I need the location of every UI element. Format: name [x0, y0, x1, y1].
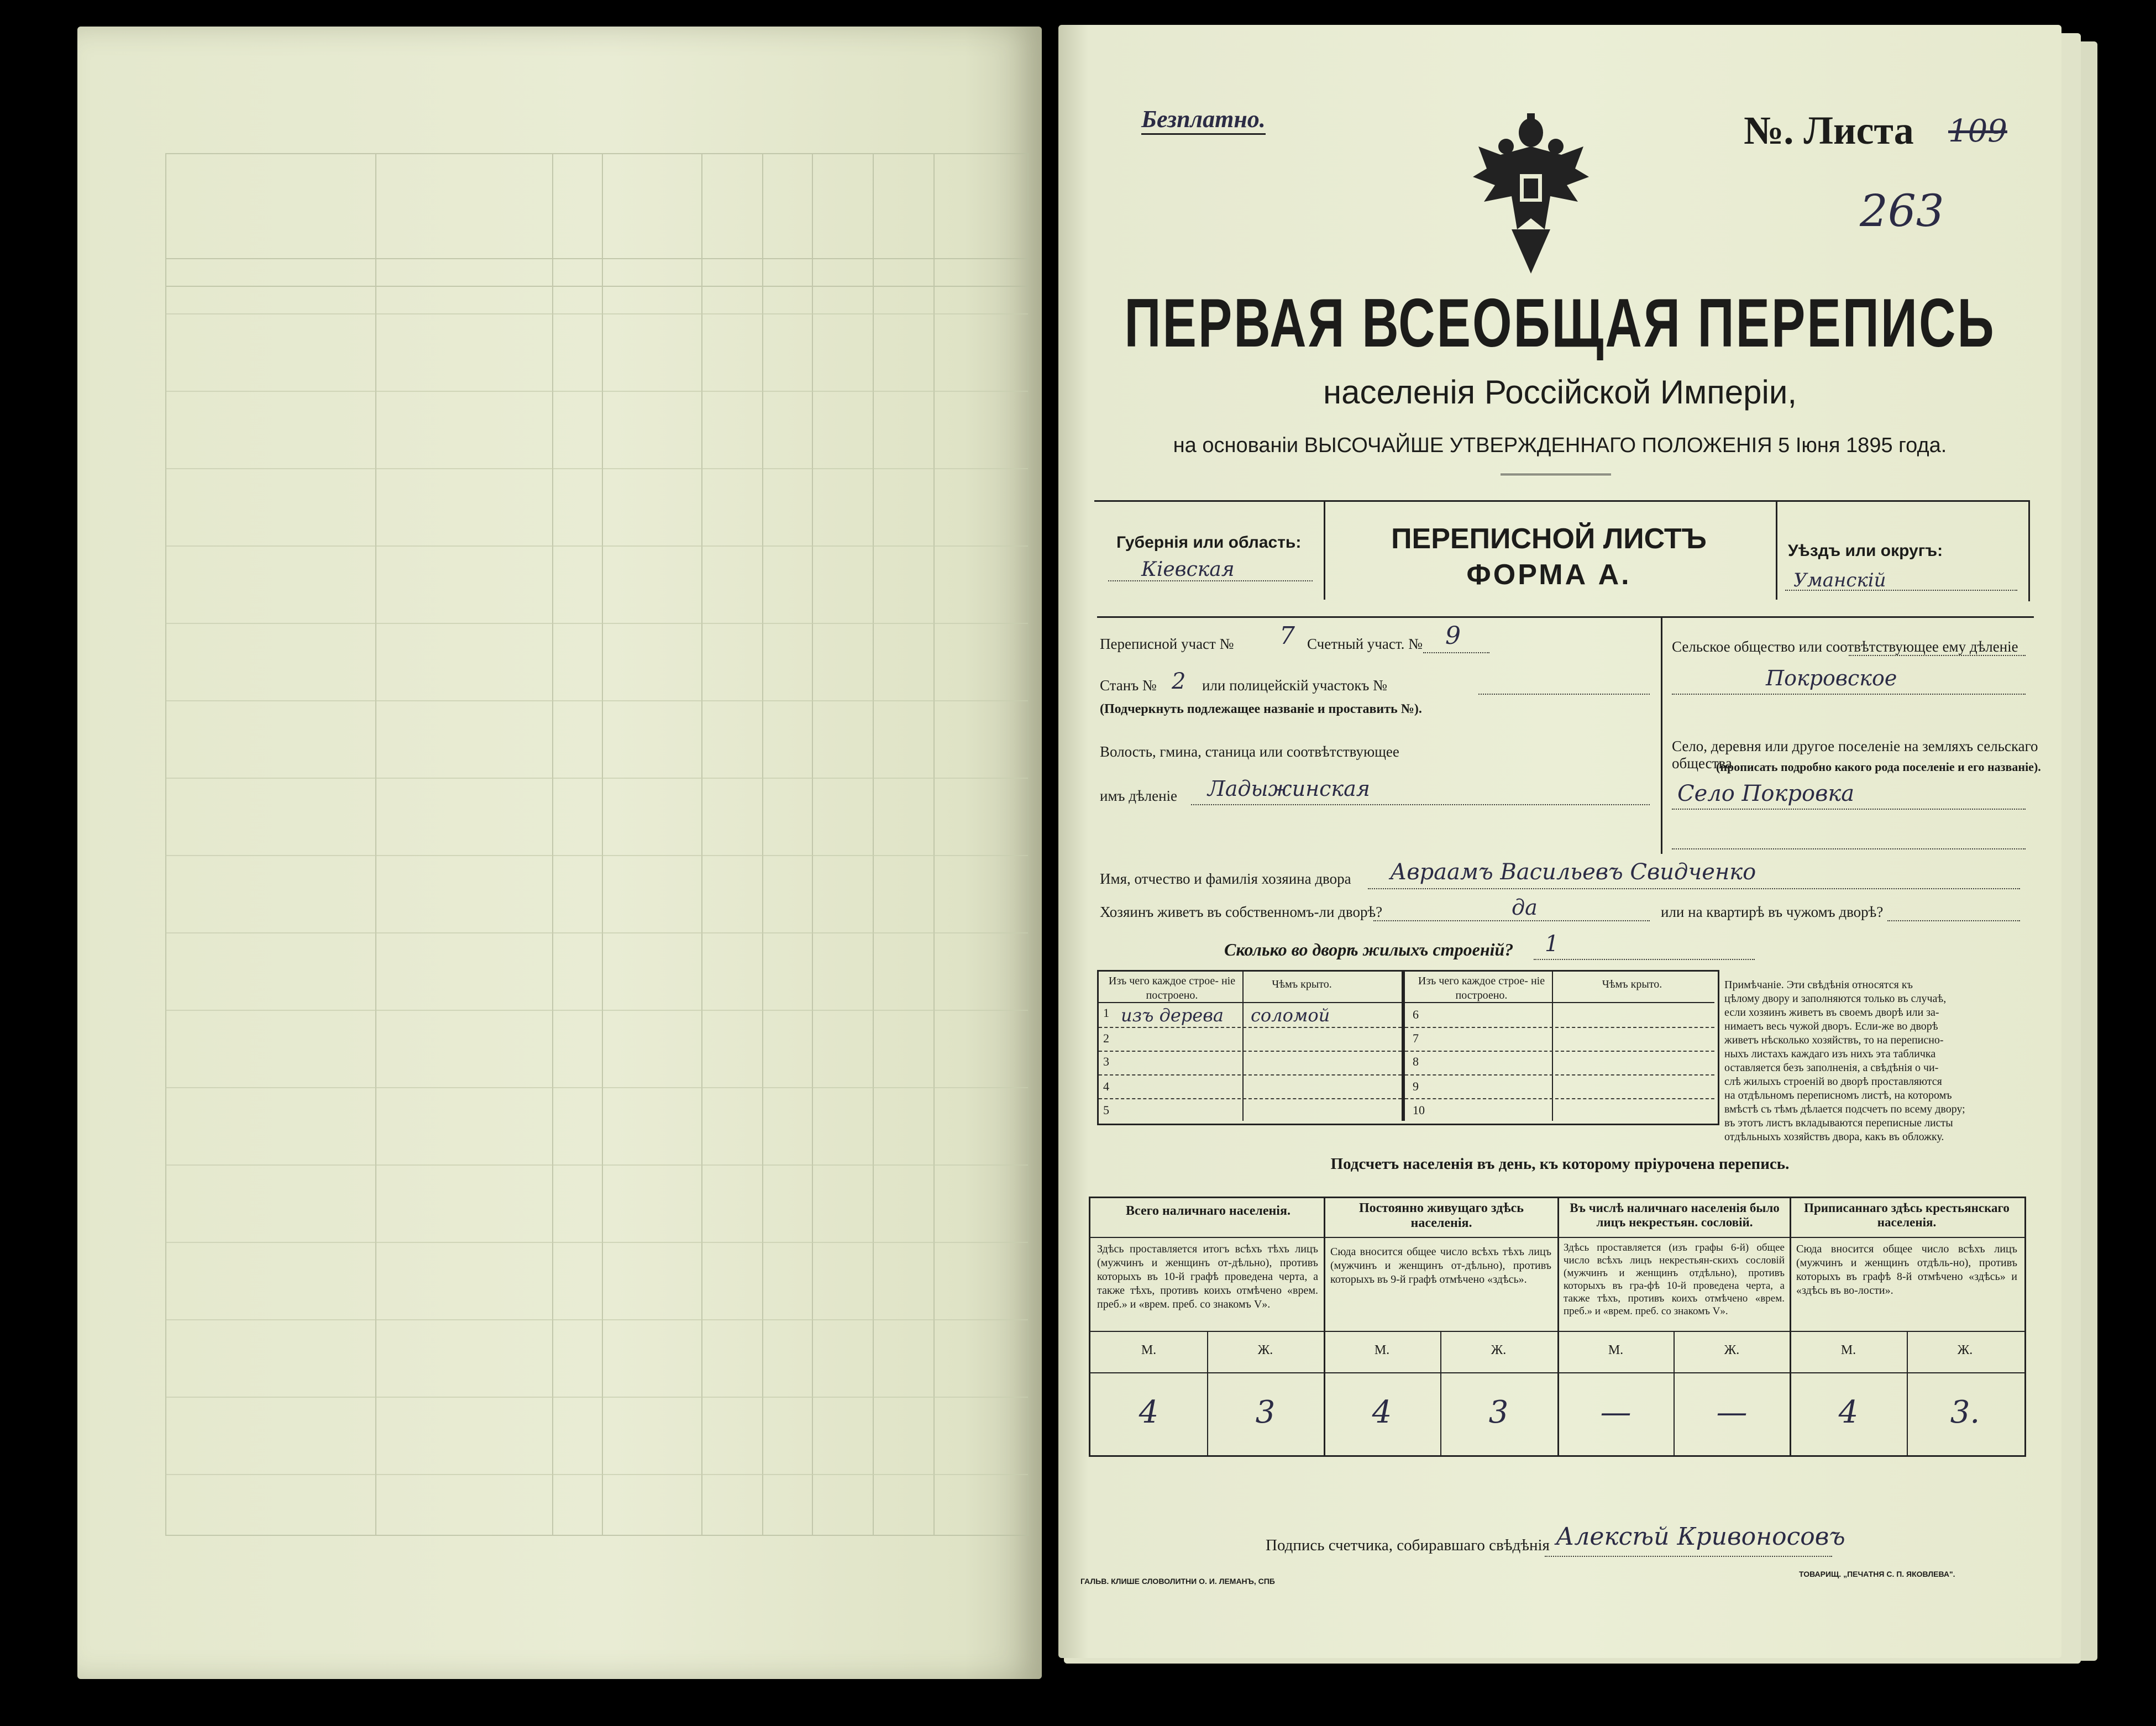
printer-left: ГАЛЬВ. КЛИШЕ СЛОВОЛИТНИ О. И. ЛЕМАНЪ, СПБ: [1080, 1577, 1275, 1586]
count-value-f: 3.: [1950, 1394, 1980, 1430]
note-line: слѣ жилыхъ строеній во дворѣ проставляются: [1724, 1076, 1942, 1088]
row-number: 3: [1103, 1055, 1109, 1068]
census-district-label: Переписной участ №: [1100, 636, 1234, 652]
note-line: цѣлому двору и заполняются только въ случаѣ,: [1724, 993, 1947, 1005]
form-main-title: ПЕРВАЯ ВСЕОБЩАЯ ПЕРЕПИСЬ: [1124, 285, 1996, 362]
count-col-header: Постоянно живущаго здѣсь населенія.: [1358, 1201, 1524, 1230]
female-label: Ж.: [1257, 1343, 1273, 1357]
volost-label-2: имъ дѣленіе: [1100, 788, 1178, 804]
uezd-line: [1785, 590, 2017, 591]
row-rule: [1099, 1098, 1402, 1099]
female-label: Ж.: [1491, 1343, 1507, 1357]
form-basis: на основаніи ВЫСОЧАЙШЕ УТВЕРЖДЕННАГО ПОЛОЖЕНІЯ 5 Іюня 1895 года.: [1173, 434, 1947, 457]
signature-value: Алексѣй Кривоносовъ: [1556, 1523, 1845, 1551]
buildings-label: Сколько во дворѣ жилыхъ строеній?: [1224, 940, 1514, 959]
col-roof-header-2: Чѣмъ крыто.: [1602, 978, 1662, 990]
village-note: (прописать подробно какого рода поселеніе и его названіе).: [1716, 760, 2041, 774]
male-label: М.: [1840, 1343, 1856, 1357]
village-line-1: [1672, 809, 2026, 810]
left-page: [77, 27, 1042, 1679]
row-rule: [1405, 1074, 1714, 1076]
male-label: М.: [1374, 1343, 1390, 1357]
signature-label: Подпись счетчика, собиравшаго свѣдѣнія: [1266, 1536, 1550, 1554]
village-value: Село Покровка: [1677, 781, 1855, 806]
note-block: [1724, 978, 2017, 1144]
ornament-divider: [1501, 474, 1611, 475]
count-value-m: —: [1600, 1394, 1632, 1430]
count-section-title: Подсчетъ населенія въ день, къ которому пріурочена перепись.: [1330, 1155, 1790, 1173]
gubernia-label: Губернія или область:: [1116, 533, 1302, 552]
count-col-header: Приписаннаго здѣсь крестьянскаго населенія.: [1804, 1201, 2010, 1229]
count-value-f: —: [1716, 1394, 1748, 1430]
count-row-rule: [1090, 1331, 2024, 1332]
row-rule: [1405, 1098, 1714, 1099]
fields-divider: [1661, 616, 1662, 854]
female-label: Ж.: [1957, 1343, 1973, 1357]
row-number: 2: [1103, 1031, 1109, 1045]
own-yard-value: да: [1512, 895, 1538, 920]
count-row-rule: [1090, 1372, 2024, 1373]
count-value-f: 3: [1488, 1394, 1509, 1430]
note-line: живетъ нѣсколько хозяйствъ, то на переписно-: [1724, 1034, 1944, 1046]
count-table: [1089, 1197, 2026, 1457]
row-rule: [1099, 1051, 1402, 1052]
society-label: Сельское общество или соотвѣтствующее ему дѣленіе: [1672, 638, 2018, 655]
count-row-rule: [1090, 1237, 2024, 1238]
note-line: вмѣстѣ съ тѣмъ дѣлается подсчетъ по всему двору;: [1724, 1103, 1965, 1115]
row-number: 9: [1413, 1079, 1419, 1093]
note-line: если хозяинъ живетъ въ своемъ дворѣ или за-: [1724, 1006, 1939, 1019]
count-district-value: 9: [1445, 622, 1461, 650]
police-line: [1478, 694, 1650, 695]
row-rule: [1099, 1027, 1402, 1028]
uezd-label: Уѣздъ или округъ:: [1788, 542, 1943, 560]
row-number: 7: [1413, 1031, 1419, 1045]
count-value-m: 4: [1838, 1394, 1859, 1430]
row-number: 4: [1103, 1079, 1109, 1093]
note-line: въ этотъ листъ вкладываются переписные листы: [1724, 1117, 1953, 1129]
male-label: М.: [1608, 1343, 1624, 1357]
male-label: М.: [1141, 1343, 1157, 1357]
own-yard-line: [1373, 920, 1650, 921]
village-label: Село, деревня или другое поселеніе на земляхъ сельскаго общества: [1672, 738, 2038, 772]
society-line-1: [1849, 655, 2026, 656]
sheet-number-handwritten: 263: [1860, 185, 1944, 237]
volost-line: [1191, 804, 1650, 805]
note-line: нимаетъ весь чужой дворъ. Если-же во дворѣ: [1724, 1020, 1938, 1032]
owner-label: Имя, отчество и фамилія хозяина двора: [1100, 870, 1351, 887]
signature-line: [1545, 1556, 1832, 1557]
stan-label: Станъ №: [1100, 677, 1157, 694]
sheet-number-struck: 109: [1948, 113, 2007, 149]
row-material: изъ дерева: [1121, 1005, 1224, 1026]
sheet-number-label: №. Листа: [1744, 108, 1914, 153]
free-label: Безплатно.: [1141, 105, 1266, 135]
note-line: отдѣльныхъ хозяйствъ двора, какъ въ обложку.: [1724, 1131, 1944, 1143]
society-line-2: [1672, 694, 2026, 695]
owner-line: [1368, 888, 2020, 889]
note-line: ныхъ листахъ каждаго изъ нихъ эта табличка: [1724, 1048, 1936, 1060]
row-number: 6: [1413, 1008, 1419, 1021]
row-number: 5: [1103, 1103, 1109, 1117]
row-number: 1: [1103, 1006, 1109, 1020]
apartment-label: или на квартирѣ въ чужомъ дворѣ?: [1661, 904, 1884, 920]
buildings-table: [1097, 970, 1719, 1125]
uezd-value: Уманскій: [1793, 569, 1886, 591]
underline-note: (Подчеркнуть подлежащее названіе и проставить №).: [1100, 702, 1422, 716]
count-col-desc: Сюда вносится общее число всѣхъ тѣхъ лицъ (мужчинъ и женщинъ от-дѣльно), противъ которыхъ въ 9-й графѣ отмѣчено «здѣсь».: [1330, 1246, 1551, 1286]
count-col-desc: Здѣсь проставляется итогъ всѣхъ тѣхъ лицъ (мужчинъ и женщинъ от-дѣльно), противъ которыхъ въ 10-й графѣ проведена черта, а также тѣхъ, противъ коихъ отмѣчено «врем. преб.» и «врем. преб. со знакомъ V».: [1097, 1243, 1318, 1310]
col-material-header-2: Изъ чего каждое строе- ніе построено.: [1418, 975, 1545, 1001]
volost-value: Ладыжинская: [1208, 777, 1370, 801]
note-line: оставляется безъ заполненія, а свѣдѣнія о чи-: [1724, 1062, 1939, 1074]
count-value-m: 4: [1139, 1394, 1159, 1430]
count-col-header: Всего наличнаго населенія.: [1126, 1204, 1291, 1218]
count-district-line: [1423, 652, 1489, 653]
count-col-header: Въ числѣ наличнаго населенія было лицъ некрестьян. сословій.: [1570, 1201, 1780, 1229]
row-rule: [1099, 1074, 1402, 1076]
census-form-page: [1058, 25, 2061, 1658]
gubernia-line: [1108, 580, 1313, 581]
count-district-label: Счетный участ. №: [1307, 636, 1423, 652]
count-value-m: 4: [1372, 1394, 1392, 1430]
row-rule: [1405, 1027, 1714, 1028]
police-label: или полицейскій участокъ №: [1202, 677, 1387, 694]
note-line: на отдѣльномъ переписномъ листѣ, на которомъ: [1724, 1089, 1952, 1101]
volost-label-1: Волость, гмина, станица или соотвѣтствующее: [1100, 743, 1399, 760]
count-col-desc: Сюда вносится общее число всѣхъ лицъ (мужчинъ и женщинъ отдѣль-но), противъ которыхъ въ графѣ 8-й отмѣчено «здѣсь» и «здѣсь въ во-лости».: [1796, 1243, 2017, 1297]
col-material-header: Изъ чего каждое строе- ніе построено.: [1108, 975, 1236, 1001]
row-rule: [1405, 1051, 1714, 1052]
society-value: Покровское: [1766, 666, 1897, 690]
buildings-value: 1: [1545, 931, 1559, 957]
row-number: 8: [1413, 1055, 1419, 1068]
faded-grid: [77, 27, 1042, 1679]
own-yard-label: Хозяинъ живетъ въ собственномъ-ли дворѣ?: [1100, 904, 1383, 920]
census-district-value: 7: [1279, 622, 1295, 650]
count-col-desc: Здѣсь проставляется (изъ графы 6-й) общее число всѣхъ лицъ некрестьян-скихъ сословій (мужчинъ и женщинъ отдѣльно), противъ которыхъ въ гра-фѣ 10-й проведена черта, а также тѣхъ, противъ коихъ отмѣчено «врем. преб.» и «врем. преб. со знакомъ V».: [1564, 1242, 1785, 1317]
row-number: 10: [1413, 1103, 1425, 1117]
row-roof: соломой: [1251, 1005, 1330, 1026]
owner-value: Авраамъ Васильевъ Свидченко: [1390, 859, 1756, 885]
buildings-line: [1534, 959, 1755, 960]
note-line: Примѣчаніе. Эти свѣдѣнія относятся къ: [1724, 979, 1913, 991]
form-title-line1: ПЕРЕПИСНОЙ ЛИСТЪ: [1391, 523, 1707, 555]
form-subtitle: населенія Россійской Имперіи,: [1323, 374, 1797, 411]
form-title-line2: ФОРМА А.: [1466, 559, 1632, 591]
stan-value: 2: [1172, 669, 1186, 694]
apartment-line: [1887, 920, 2020, 921]
female-label: Ж.: [1724, 1343, 1740, 1357]
village-line-2: [1672, 848, 2026, 849]
table-header-rule: [1099, 1002, 1714, 1003]
printer-right: ТОВАРИЩ. „ПЕЧАТНЯ С. П. ЯКОВЛЕВА".: [1799, 1570, 1955, 1578]
gubernia-value: Кіевская: [1141, 558, 1235, 581]
count-value-f: 3: [1255, 1394, 1276, 1430]
double-headed-eagle-icon: [1467, 108, 1594, 290]
col-roof-header: Чѣмъ крыто.: [1272, 978, 1332, 990]
